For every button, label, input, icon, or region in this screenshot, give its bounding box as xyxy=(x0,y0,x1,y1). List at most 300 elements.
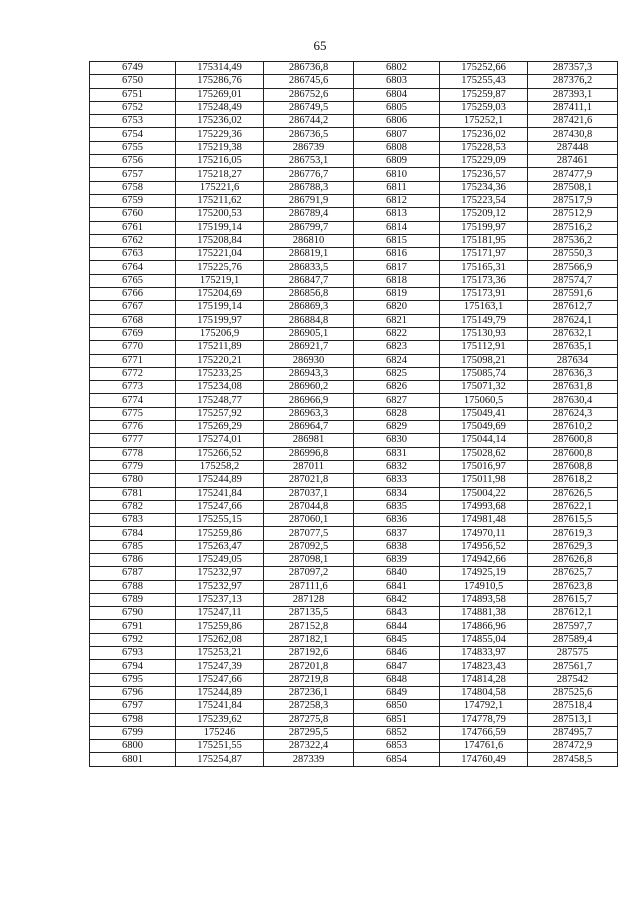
table-row xyxy=(90,726,618,739)
point-number-right: 6841 xyxy=(354,580,440,593)
y-coordinate-right: 287615,7 xyxy=(528,593,618,606)
point-number-left: 6782 xyxy=(90,500,176,513)
x-coordinate-left: 175255,15 xyxy=(176,514,264,527)
point-number-right: 6824 xyxy=(354,354,440,367)
y-coordinate-right: 287517,9 xyxy=(528,194,618,207)
y-coordinate-right: 287357,3 xyxy=(528,62,618,75)
y-coordinate-right: 287632,1 xyxy=(528,327,618,340)
y-coordinate-right: 287612,1 xyxy=(528,607,618,620)
x-coordinate-left: 175220,21 xyxy=(176,354,264,367)
point-number-left: 6781 xyxy=(90,487,176,500)
y-coordinate-right: 287600,8 xyxy=(528,447,618,460)
x-coordinate-right: 175049,41 xyxy=(440,407,528,420)
table-row xyxy=(90,221,618,234)
x-coordinate-left: 175246 xyxy=(176,726,264,739)
table-row xyxy=(90,673,618,686)
table-row xyxy=(90,101,618,114)
y-coordinate-right: 287624,3 xyxy=(528,407,618,420)
x-coordinate-right: 175181,95 xyxy=(440,234,528,247)
table-row xyxy=(90,607,618,620)
point-number-left: 6776 xyxy=(90,421,176,434)
y-coordinate-right: 287591,6 xyxy=(528,288,618,301)
y-coordinate-right: 287636,3 xyxy=(528,367,618,380)
point-number-left: 6801 xyxy=(90,753,176,766)
y-coordinate-left: 286753,1 xyxy=(264,155,354,168)
x-coordinate-right: 175112,91 xyxy=(440,341,528,354)
point-number-left: 6780 xyxy=(90,474,176,487)
x-coordinate-right: 175234,36 xyxy=(440,181,528,194)
y-coordinate-right: 287618,2 xyxy=(528,474,618,487)
y-coordinate-right: 287458,5 xyxy=(528,753,618,766)
x-coordinate-left: 175211,89 xyxy=(176,341,264,354)
x-coordinate-right: 174766,59 xyxy=(440,726,528,739)
point-number-right: 6832 xyxy=(354,460,440,473)
x-coordinate-left: 175251,55 xyxy=(176,740,264,753)
table-row xyxy=(90,686,618,699)
x-coordinate-left: 175236,02 xyxy=(176,115,264,128)
table-row xyxy=(90,128,618,141)
point-number-left: 6777 xyxy=(90,434,176,447)
x-coordinate-left: 175314,49 xyxy=(176,62,264,75)
x-coordinate-left: 175208,84 xyxy=(176,234,264,247)
x-coordinate-left: 175269,29 xyxy=(176,421,264,434)
y-coordinate-left: 286960,2 xyxy=(264,381,354,394)
table-row xyxy=(90,407,618,420)
y-coordinate-left: 286996,8 xyxy=(264,447,354,460)
y-coordinate-left: 286752,6 xyxy=(264,88,354,101)
x-coordinate-right: 175098,21 xyxy=(440,354,528,367)
table-row xyxy=(90,141,618,154)
x-coordinate-right: 174761,6 xyxy=(440,740,528,753)
point-number-left: 6772 xyxy=(90,367,176,380)
point-number-left: 6753 xyxy=(90,115,176,128)
point-number-right: 6810 xyxy=(354,168,440,181)
y-coordinate-right: 287630,4 xyxy=(528,394,618,407)
y-coordinate-right: 287513,1 xyxy=(528,713,618,726)
point-number-left: 6775 xyxy=(90,407,176,420)
point-number-right: 6825 xyxy=(354,367,440,380)
table-row xyxy=(90,567,618,580)
x-coordinate-right: 175223,54 xyxy=(440,194,528,207)
point-number-right: 6837 xyxy=(354,527,440,540)
page-number: 65 xyxy=(313,38,327,53)
table-row xyxy=(90,713,618,726)
point-number-left: 6791 xyxy=(90,620,176,633)
point-number-right: 6829 xyxy=(354,421,440,434)
x-coordinate-right: 175071,32 xyxy=(440,381,528,394)
y-coordinate-right: 287597,7 xyxy=(528,620,618,633)
y-coordinate-left: 287236,1 xyxy=(264,686,354,699)
y-coordinate-right: 287634 xyxy=(528,354,618,367)
x-coordinate-right: 175171,97 xyxy=(440,248,528,261)
table-row xyxy=(90,381,618,394)
table-row xyxy=(90,274,618,287)
x-coordinate-left: 175234,08 xyxy=(176,381,264,394)
x-coordinate-right: 174993,68 xyxy=(440,500,528,513)
point-number-right: 6838 xyxy=(354,540,440,553)
y-coordinate-left: 287011 xyxy=(264,460,354,473)
x-coordinate-right: 174833,97 xyxy=(440,647,528,660)
point-number-right: 6826 xyxy=(354,381,440,394)
y-coordinate-right: 287376,2 xyxy=(528,75,618,88)
x-coordinate-right: 175085,74 xyxy=(440,367,528,380)
x-coordinate-right: 175149,79 xyxy=(440,314,528,327)
x-coordinate-left: 175241,84 xyxy=(176,487,264,500)
point-number-right: 6819 xyxy=(354,288,440,301)
point-number-right: 6839 xyxy=(354,553,440,566)
y-coordinate-right: 287622,1 xyxy=(528,500,618,513)
x-coordinate-left: 175239,62 xyxy=(176,713,264,726)
point-number-left: 6779 xyxy=(90,460,176,473)
y-coordinate-right: 287536,2 xyxy=(528,234,618,247)
y-coordinate-right: 287626,8 xyxy=(528,553,618,566)
x-coordinate-left: 175206,9 xyxy=(176,327,264,340)
y-coordinate-right: 287629,3 xyxy=(528,540,618,553)
table-row xyxy=(90,593,618,606)
x-coordinate-left: 175241,84 xyxy=(176,700,264,713)
x-coordinate-left: 175200,53 xyxy=(176,208,264,221)
point-number-left: 6800 xyxy=(90,740,176,753)
x-coordinate-left: 175247,11 xyxy=(176,607,264,620)
x-coordinate-right: 174855,04 xyxy=(440,633,528,646)
point-number-right: 6808 xyxy=(354,141,440,154)
point-number-left: 6762 xyxy=(90,234,176,247)
y-coordinate-right: 287589,4 xyxy=(528,633,618,646)
point-number-right: 6849 xyxy=(354,686,440,699)
x-coordinate-right: 175236,57 xyxy=(440,168,528,181)
point-number-right: 6848 xyxy=(354,673,440,686)
table-row xyxy=(90,261,618,274)
y-coordinate-right: 287461 xyxy=(528,155,618,168)
y-coordinate-left: 286981 xyxy=(264,434,354,447)
y-coordinate-left: 286966,9 xyxy=(264,394,354,407)
y-coordinate-left: 287322,4 xyxy=(264,740,354,753)
table-row xyxy=(90,633,618,646)
point-number-left: 6767 xyxy=(90,301,176,314)
x-coordinate-left: 175248,77 xyxy=(176,394,264,407)
y-coordinate-left: 286869,3 xyxy=(264,301,354,314)
x-coordinate-right: 175259,03 xyxy=(440,101,528,114)
y-coordinate-left: 286943,3 xyxy=(264,367,354,380)
point-number-left: 6768 xyxy=(90,314,176,327)
x-coordinate-right: 175228,53 xyxy=(440,141,528,154)
table-row xyxy=(90,421,618,434)
y-coordinate-right: 287575 xyxy=(528,647,618,660)
x-coordinate-right: 175163,1 xyxy=(440,301,528,314)
table-row xyxy=(90,540,618,553)
x-coordinate-right: 175252,66 xyxy=(440,62,528,75)
table-row xyxy=(90,500,618,513)
x-coordinate-left: 175259,86 xyxy=(176,620,264,633)
point-number-right: 6835 xyxy=(354,500,440,513)
table-row xyxy=(90,580,618,593)
x-coordinate-right: 175004,22 xyxy=(440,487,528,500)
x-coordinate-left: 175233,25 xyxy=(176,367,264,380)
y-coordinate-right: 287525,6 xyxy=(528,686,618,699)
x-coordinate-left: 175244,89 xyxy=(176,474,264,487)
y-coordinate-right: 287542 xyxy=(528,673,618,686)
point-number-left: 6788 xyxy=(90,580,176,593)
point-number-left: 6750 xyxy=(90,75,176,88)
x-coordinate-right: 174942,66 xyxy=(440,553,528,566)
y-coordinate-right: 287625,7 xyxy=(528,567,618,580)
point-number-left: 6759 xyxy=(90,194,176,207)
point-number-left: 6771 xyxy=(90,354,176,367)
x-coordinate-right: 175011,98 xyxy=(440,474,528,487)
y-coordinate-right: 287600,8 xyxy=(528,434,618,447)
table-row xyxy=(90,194,618,207)
x-coordinate-left: 175258,2 xyxy=(176,460,264,473)
point-number-right: 6850 xyxy=(354,700,440,713)
table-row xyxy=(90,553,618,566)
table-row xyxy=(90,75,618,88)
x-coordinate-right: 175199,97 xyxy=(440,221,528,234)
y-coordinate-left: 286819,1 xyxy=(264,248,354,261)
point-number-left: 6790 xyxy=(90,607,176,620)
x-coordinate-right: 174792,1 xyxy=(440,700,528,713)
point-number-left: 6793 xyxy=(90,647,176,660)
x-coordinate-left: 175232,97 xyxy=(176,580,264,593)
x-coordinate-left: 175219,1 xyxy=(176,274,264,287)
x-coordinate-left: 175218,27 xyxy=(176,168,264,181)
x-coordinate-left: 175221,6 xyxy=(176,181,264,194)
y-coordinate-left: 286921,7 xyxy=(264,341,354,354)
x-coordinate-left: 175211,62 xyxy=(176,194,264,207)
table-row xyxy=(90,367,618,380)
point-number-right: 6833 xyxy=(354,474,440,487)
point-number-right: 6811 xyxy=(354,181,440,194)
y-coordinate-right: 287623,8 xyxy=(528,580,618,593)
y-coordinate-left: 286964,7 xyxy=(264,421,354,434)
x-coordinate-right: 174893,58 xyxy=(440,593,528,606)
y-coordinate-left: 287219,8 xyxy=(264,673,354,686)
table-row xyxy=(90,740,618,753)
y-coordinate-right: 287550,3 xyxy=(528,248,618,261)
x-coordinate-left: 175247,39 xyxy=(176,660,264,673)
point-number-right: 6828 xyxy=(354,407,440,420)
x-coordinate-right: 174981,48 xyxy=(440,514,528,527)
point-number-left: 6766 xyxy=(90,288,176,301)
y-coordinate-left: 286791,9 xyxy=(264,194,354,207)
point-number-left: 6784 xyxy=(90,527,176,540)
x-coordinate-right: 175165,31 xyxy=(440,261,528,274)
point-number-right: 6845 xyxy=(354,633,440,646)
x-coordinate-left: 175229,36 xyxy=(176,128,264,141)
y-coordinate-left: 287182,1 xyxy=(264,633,354,646)
y-coordinate-left: 286963,3 xyxy=(264,407,354,420)
y-coordinate-left: 287037,1 xyxy=(264,487,354,500)
point-number-right: 6805 xyxy=(354,101,440,114)
point-number-right: 6834 xyxy=(354,487,440,500)
y-coordinate-left: 287077,5 xyxy=(264,527,354,540)
table-row xyxy=(90,208,618,221)
y-coordinate-right: 287430,8 xyxy=(528,128,618,141)
point-number-left: 6765 xyxy=(90,274,176,287)
point-number-left: 6799 xyxy=(90,726,176,739)
y-coordinate-left: 286789,4 xyxy=(264,208,354,221)
x-coordinate-right: 174760,49 xyxy=(440,753,528,766)
table-row xyxy=(90,327,618,340)
point-number-left: 6789 xyxy=(90,593,176,606)
table-row xyxy=(90,487,618,500)
point-number-left: 6785 xyxy=(90,540,176,553)
x-coordinate-left: 175262,08 xyxy=(176,633,264,646)
point-number-left: 6783 xyxy=(90,514,176,527)
x-coordinate-right: 175049,69 xyxy=(440,421,528,434)
y-coordinate-left: 286788,3 xyxy=(264,181,354,194)
y-coordinate-right: 287516,2 xyxy=(528,221,618,234)
y-coordinate-left: 287152,8 xyxy=(264,620,354,633)
x-coordinate-right: 175044,14 xyxy=(440,434,528,447)
y-coordinate-right: 287448 xyxy=(528,141,618,154)
x-coordinate-right: 175236,02 xyxy=(440,128,528,141)
table-row xyxy=(90,62,618,75)
x-coordinate-right: 174823,43 xyxy=(440,660,528,673)
y-coordinate-left: 286736,5 xyxy=(264,128,354,141)
table-row xyxy=(90,234,618,247)
point-number-left: 6751 xyxy=(90,88,176,101)
point-number-right: 6823 xyxy=(354,341,440,354)
point-number-left: 6787 xyxy=(90,567,176,580)
table-row xyxy=(90,474,618,487)
y-coordinate-left: 286744,2 xyxy=(264,115,354,128)
y-coordinate-left: 286905,1 xyxy=(264,327,354,340)
y-coordinate-left: 286739 xyxy=(264,141,354,154)
point-number-left: 6792 xyxy=(90,633,176,646)
table-row xyxy=(90,394,618,407)
point-number-right: 6803 xyxy=(354,75,440,88)
y-coordinate-right: 287411,1 xyxy=(528,101,618,114)
point-number-left: 6770 xyxy=(90,341,176,354)
y-coordinate-left: 286856,8 xyxy=(264,288,354,301)
point-number-right: 6817 xyxy=(354,261,440,274)
y-coordinate-right: 287608,8 xyxy=(528,460,618,473)
y-coordinate-right: 287508,1 xyxy=(528,181,618,194)
y-coordinate-left: 287275,8 xyxy=(264,713,354,726)
point-number-left: 6763 xyxy=(90,248,176,261)
x-coordinate-left: 175199,14 xyxy=(176,221,264,234)
y-coordinate-right: 287495,7 xyxy=(528,726,618,739)
y-coordinate-left: 287135,5 xyxy=(264,607,354,620)
point-number-left: 6752 xyxy=(90,101,176,114)
y-coordinate-left: 286930 xyxy=(264,354,354,367)
x-coordinate-left: 175216,05 xyxy=(176,155,264,168)
x-coordinate-left: 175263,47 xyxy=(176,540,264,553)
point-number-right: 6843 xyxy=(354,607,440,620)
y-coordinate-left: 287021,8 xyxy=(264,474,354,487)
y-coordinate-right: 287472,9 xyxy=(528,740,618,753)
x-coordinate-right: 175173,91 xyxy=(440,288,528,301)
point-number-right: 6820 xyxy=(354,301,440,314)
table-row xyxy=(90,434,618,447)
table-row xyxy=(90,301,618,314)
table-row xyxy=(90,168,618,181)
x-coordinate-left: 175237,13 xyxy=(176,593,264,606)
x-coordinate-right: 175173,36 xyxy=(440,274,528,287)
y-coordinate-right: 287626,5 xyxy=(528,487,618,500)
x-coordinate-left: 175244,89 xyxy=(176,686,264,699)
x-coordinate-right: 175252,1 xyxy=(440,115,528,128)
x-coordinate-left: 175199,14 xyxy=(176,301,264,314)
point-number-left: 6757 xyxy=(90,168,176,181)
point-number-left: 6761 xyxy=(90,221,176,234)
x-coordinate-left: 175232,97 xyxy=(176,567,264,580)
x-coordinate-right: 175016,97 xyxy=(440,460,528,473)
x-coordinate-left: 175248,49 xyxy=(176,101,264,114)
x-coordinate-left: 175204,69 xyxy=(176,288,264,301)
x-coordinate-right: 174881,38 xyxy=(440,607,528,620)
x-coordinate-left: 175254,87 xyxy=(176,753,264,766)
x-coordinate-right: 174804,58 xyxy=(440,686,528,699)
y-coordinate-right: 287561,7 xyxy=(528,660,618,673)
table-row xyxy=(90,660,618,673)
y-coordinate-right: 287624,1 xyxy=(528,314,618,327)
y-coordinate-left: 286833,5 xyxy=(264,261,354,274)
table-row xyxy=(90,181,618,194)
y-coordinate-left: 286847,7 xyxy=(264,274,354,287)
x-coordinate-right: 174814,28 xyxy=(440,673,528,686)
point-number-right: 6809 xyxy=(354,155,440,168)
table-row xyxy=(90,155,618,168)
y-coordinate-left: 286736,8 xyxy=(264,62,354,75)
x-coordinate-left: 175199,97 xyxy=(176,314,264,327)
point-number-right: 6813 xyxy=(354,208,440,221)
coordinates-table xyxy=(89,61,618,767)
point-number-right: 6821 xyxy=(354,314,440,327)
x-coordinate-right: 174970,11 xyxy=(440,527,528,540)
point-number-left: 6795 xyxy=(90,673,176,686)
table-row xyxy=(90,88,618,101)
y-coordinate-left: 287111,6 xyxy=(264,580,354,593)
point-number-left: 6796 xyxy=(90,686,176,699)
x-coordinate-right: 174956,52 xyxy=(440,540,528,553)
x-coordinate-right: 175229,09 xyxy=(440,155,528,168)
point-number-right: 6836 xyxy=(354,514,440,527)
x-coordinate-left: 175247,66 xyxy=(176,500,264,513)
point-number-left: 6764 xyxy=(90,261,176,274)
x-coordinate-left: 175249,05 xyxy=(176,553,264,566)
y-coordinate-left: 287044,8 xyxy=(264,500,354,513)
point-number-right: 6804 xyxy=(354,88,440,101)
table-row xyxy=(90,288,618,301)
table-row xyxy=(90,341,618,354)
point-number-right: 6846 xyxy=(354,647,440,660)
point-number-left: 6773 xyxy=(90,381,176,394)
x-coordinate-left: 175259,86 xyxy=(176,527,264,540)
x-coordinate-right: 175028,62 xyxy=(440,447,528,460)
x-coordinate-right: 175130,93 xyxy=(440,327,528,340)
x-coordinate-left: 175247,66 xyxy=(176,673,264,686)
x-coordinate-left: 175221,04 xyxy=(176,248,264,261)
point-number-left: 6794 xyxy=(90,660,176,673)
y-coordinate-right: 287421,6 xyxy=(528,115,618,128)
point-number-right: 6802 xyxy=(354,62,440,75)
x-coordinate-right: 175255,43 xyxy=(440,75,528,88)
x-coordinate-right: 174925,19 xyxy=(440,567,528,580)
point-number-right: 6854 xyxy=(354,753,440,766)
x-coordinate-right: 174910,5 xyxy=(440,580,528,593)
point-number-right: 6814 xyxy=(354,221,440,234)
point-number-left: 6769 xyxy=(90,327,176,340)
x-coordinate-left: 175274,01 xyxy=(176,434,264,447)
point-number-left: 6778 xyxy=(90,447,176,460)
x-coordinate-right: 175259,87 xyxy=(440,88,528,101)
table-row xyxy=(90,620,618,633)
table-row xyxy=(90,115,618,128)
table-row xyxy=(90,753,618,766)
point-number-right: 6816 xyxy=(354,248,440,261)
y-coordinate-right: 287635,1 xyxy=(528,341,618,354)
